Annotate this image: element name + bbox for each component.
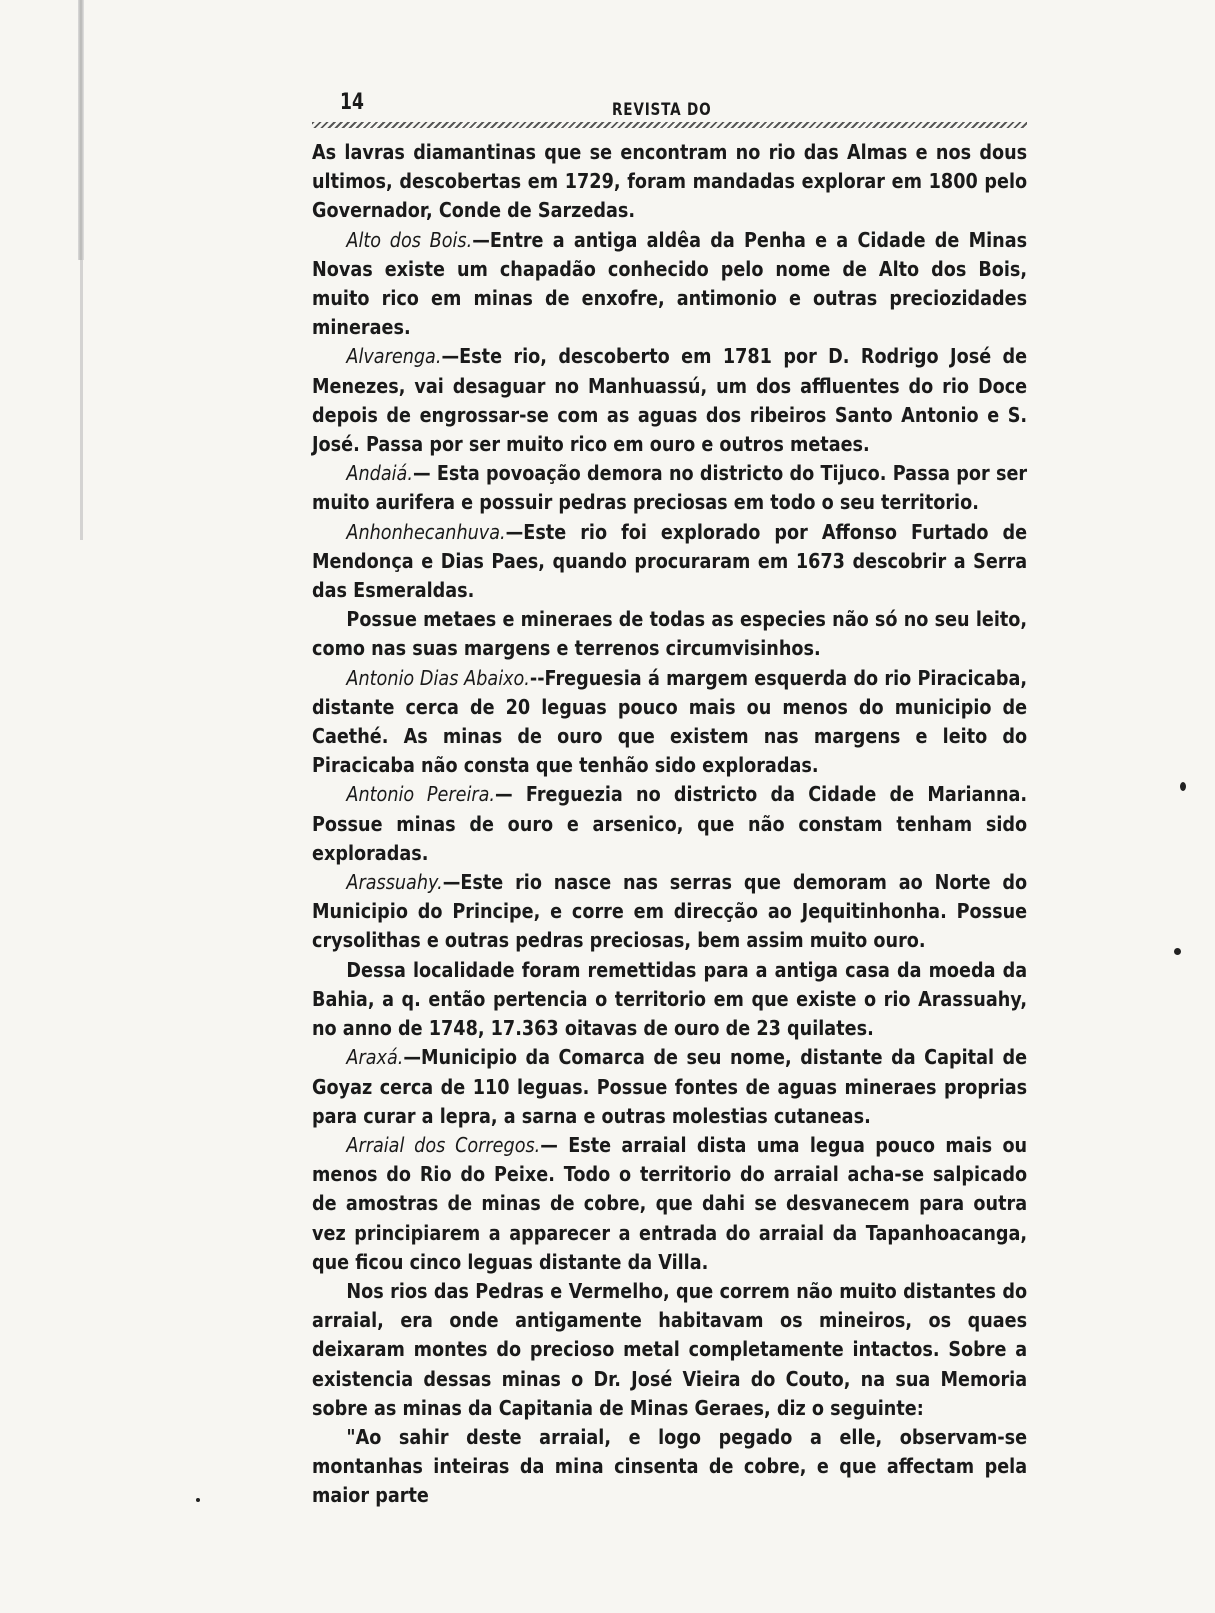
- paragraph-text: "Ao sahir deste arraial, e logo pegado a elle, observam-se montanhas inteiras da mina cinsenta de cobre, e que affectam pela maior parte: [312, 1424, 1028, 1508]
- paragraph: [312, 956, 1027, 1044]
- paragraph-text: As lavras diamantinas que se encontram no rio das Almas e nos dous ultimos, descobertas em 1729, foram mandadas explorar em 1800 pelo Governador, Conde de Sarzedas.: [312, 140, 1028, 223]
- paragraph-text: — Este arraial dista uma legua pouco mais ou menos do Rio do Peixe. Todo o territorio do arraial acha-se salpicado de amostras de minas de cobre, que dahi se desvanecem para outra vez principiarem a apparecer a entrada do arraial da Tapanhoacanga, que ficou cinco leguas distante da Villa.: [312, 1132, 1028, 1274]
- paragraph: [312, 1277, 1027, 1423]
- page-header: [312, 88, 1027, 122]
- paragraph: [312, 1131, 1027, 1277]
- paragraph-text: Possue metaes e mineraes de todas as especies não só no seu leito, como nas suas margens e terrenos circumvisinhos.: [312, 607, 1028, 661]
- paragraph: [312, 1423, 1027, 1511]
- paragraph: [312, 518, 1027, 606]
- scan-speck: [196, 1498, 200, 1502]
- paragraph: [312, 138, 1027, 226]
- paragraph-text: —Entre a antiga aldêa da Penha e a Cidade de Minas Novas existe um chapadão conhecido pelo nome de Alto dos Bois, muito rico em minas de enxofre, antimonio e outras preciozidades mineraes.: [312, 227, 1028, 340]
- body-text: [312, 138, 1027, 1511]
- paragraph-text: —Este rio nasce nas serras que demoram ao Norte do Municipio do Principe, e corre em direcção ao Jequitinhonha. Possue crysolithas e outras pedras preciosas, bem assim muito ouro.: [312, 870, 1028, 953]
- page-binding-edge-lower: [80, 260, 83, 540]
- entry-title: Arassuahy.: [346, 870, 443, 895]
- paragraph: [312, 342, 1027, 459]
- scan-speck: [1174, 948, 1181, 955]
- paragraph: [312, 868, 1027, 956]
- entry-title: Araxá.: [346, 1045, 404, 1070]
- paragraph-text: --Freguesia á margem esquerda do rio Piracicaba, distante cerca de 20 leguas pouco mais ou menos do municipio de Caethé. As minas de ouro que existem nas margens e leito do Piracicaba não consta que tenhão sido exploradas.: [312, 665, 1028, 778]
- entry-title: Arraial dos Corregos.: [346, 1132, 541, 1157]
- page-number: 14: [340, 90, 364, 115]
- entry-title: Antonio Dias Abaixo.: [346, 665, 530, 690]
- header-rule: [312, 122, 1027, 128]
- entry-title: Anhonhecanhuva.: [346, 519, 506, 544]
- document-page: [312, 88, 1027, 1511]
- entry-title: Andaiá.: [346, 461, 413, 486]
- paragraph-text: Nos rios das Pedras e Vermelho, que correm não muito distantes do arraial, era onde antigamente habitavam os mineiros, os quaes deixaram montes do precioso metal completamente intactos. Sobre a existencia dessas minas o Dr. José Vieira do Couto, na sua Memoria sobre as minas da Capitania de Minas Geraes, diz o seguinte:: [312, 1278, 1028, 1420]
- paragraph-text: — Esta povoação demora no districto do Tijuco. Passa por ser muito aurifera e possuir pedras preciosas em todo o seu territorio.: [312, 461, 1028, 515]
- page-binding-edge: [78, 0, 84, 260]
- paragraph: [312, 226, 1027, 343]
- paragraph: [312, 664, 1027, 781]
- paragraph-text: —Este rio, descoberto em 1781 por D. Rodrigo José de Menezes, vai desaguar no Manhuassú, um dos affluentes do rio Doce depois de engrossar-se com as aguas dos ribeiros Santo Antonio e S. José. Passa por ser muito rico em ouro e outros metaes.: [312, 344, 1028, 457]
- paragraph-text: —Este rio foi explorado por Affonso Furtado de Mendonça e Dias Paes, quando procuraram em 1673 descobrir a Serra das Esmeraldas.: [312, 519, 1028, 603]
- scan-speck: [1180, 782, 1186, 791]
- running-head: REVISTA DO: [612, 100, 712, 120]
- paragraph: [312, 780, 1027, 868]
- paragraph: [312, 459, 1027, 517]
- paragraph-text: — Freguezia no districto da Cidade de Marianna. Possue minas de ouro e arsenico, que não constam tenham sido exploradas.: [312, 782, 1028, 865]
- paragraph-text: —Municipio da Comarca de seu nome, distante da Capital de Goyaz cerca de 110 leguas. Possue fontes de aguas mineraes proprias para curar a lepra, a sarna e outras molestias cutaneas.: [312, 1045, 1028, 1128]
- entry-title: Antonio Pereira.: [346, 782, 496, 807]
- paragraph: [312, 1043, 1027, 1131]
- paragraph-text: Dessa localidade foram remettidas para a antiga casa da moeda da Bahia, a q. então pertencia o territorio em que existe o rio Arassuahy, no anno de 1748, 17.363 oitavas de ouro de 23 quilates.: [312, 957, 1028, 1041]
- paragraph: [312, 605, 1027, 663]
- entry-title: Alvarenga.: [346, 344, 442, 369]
- entry-title: Alto dos Bois.: [346, 227, 473, 252]
